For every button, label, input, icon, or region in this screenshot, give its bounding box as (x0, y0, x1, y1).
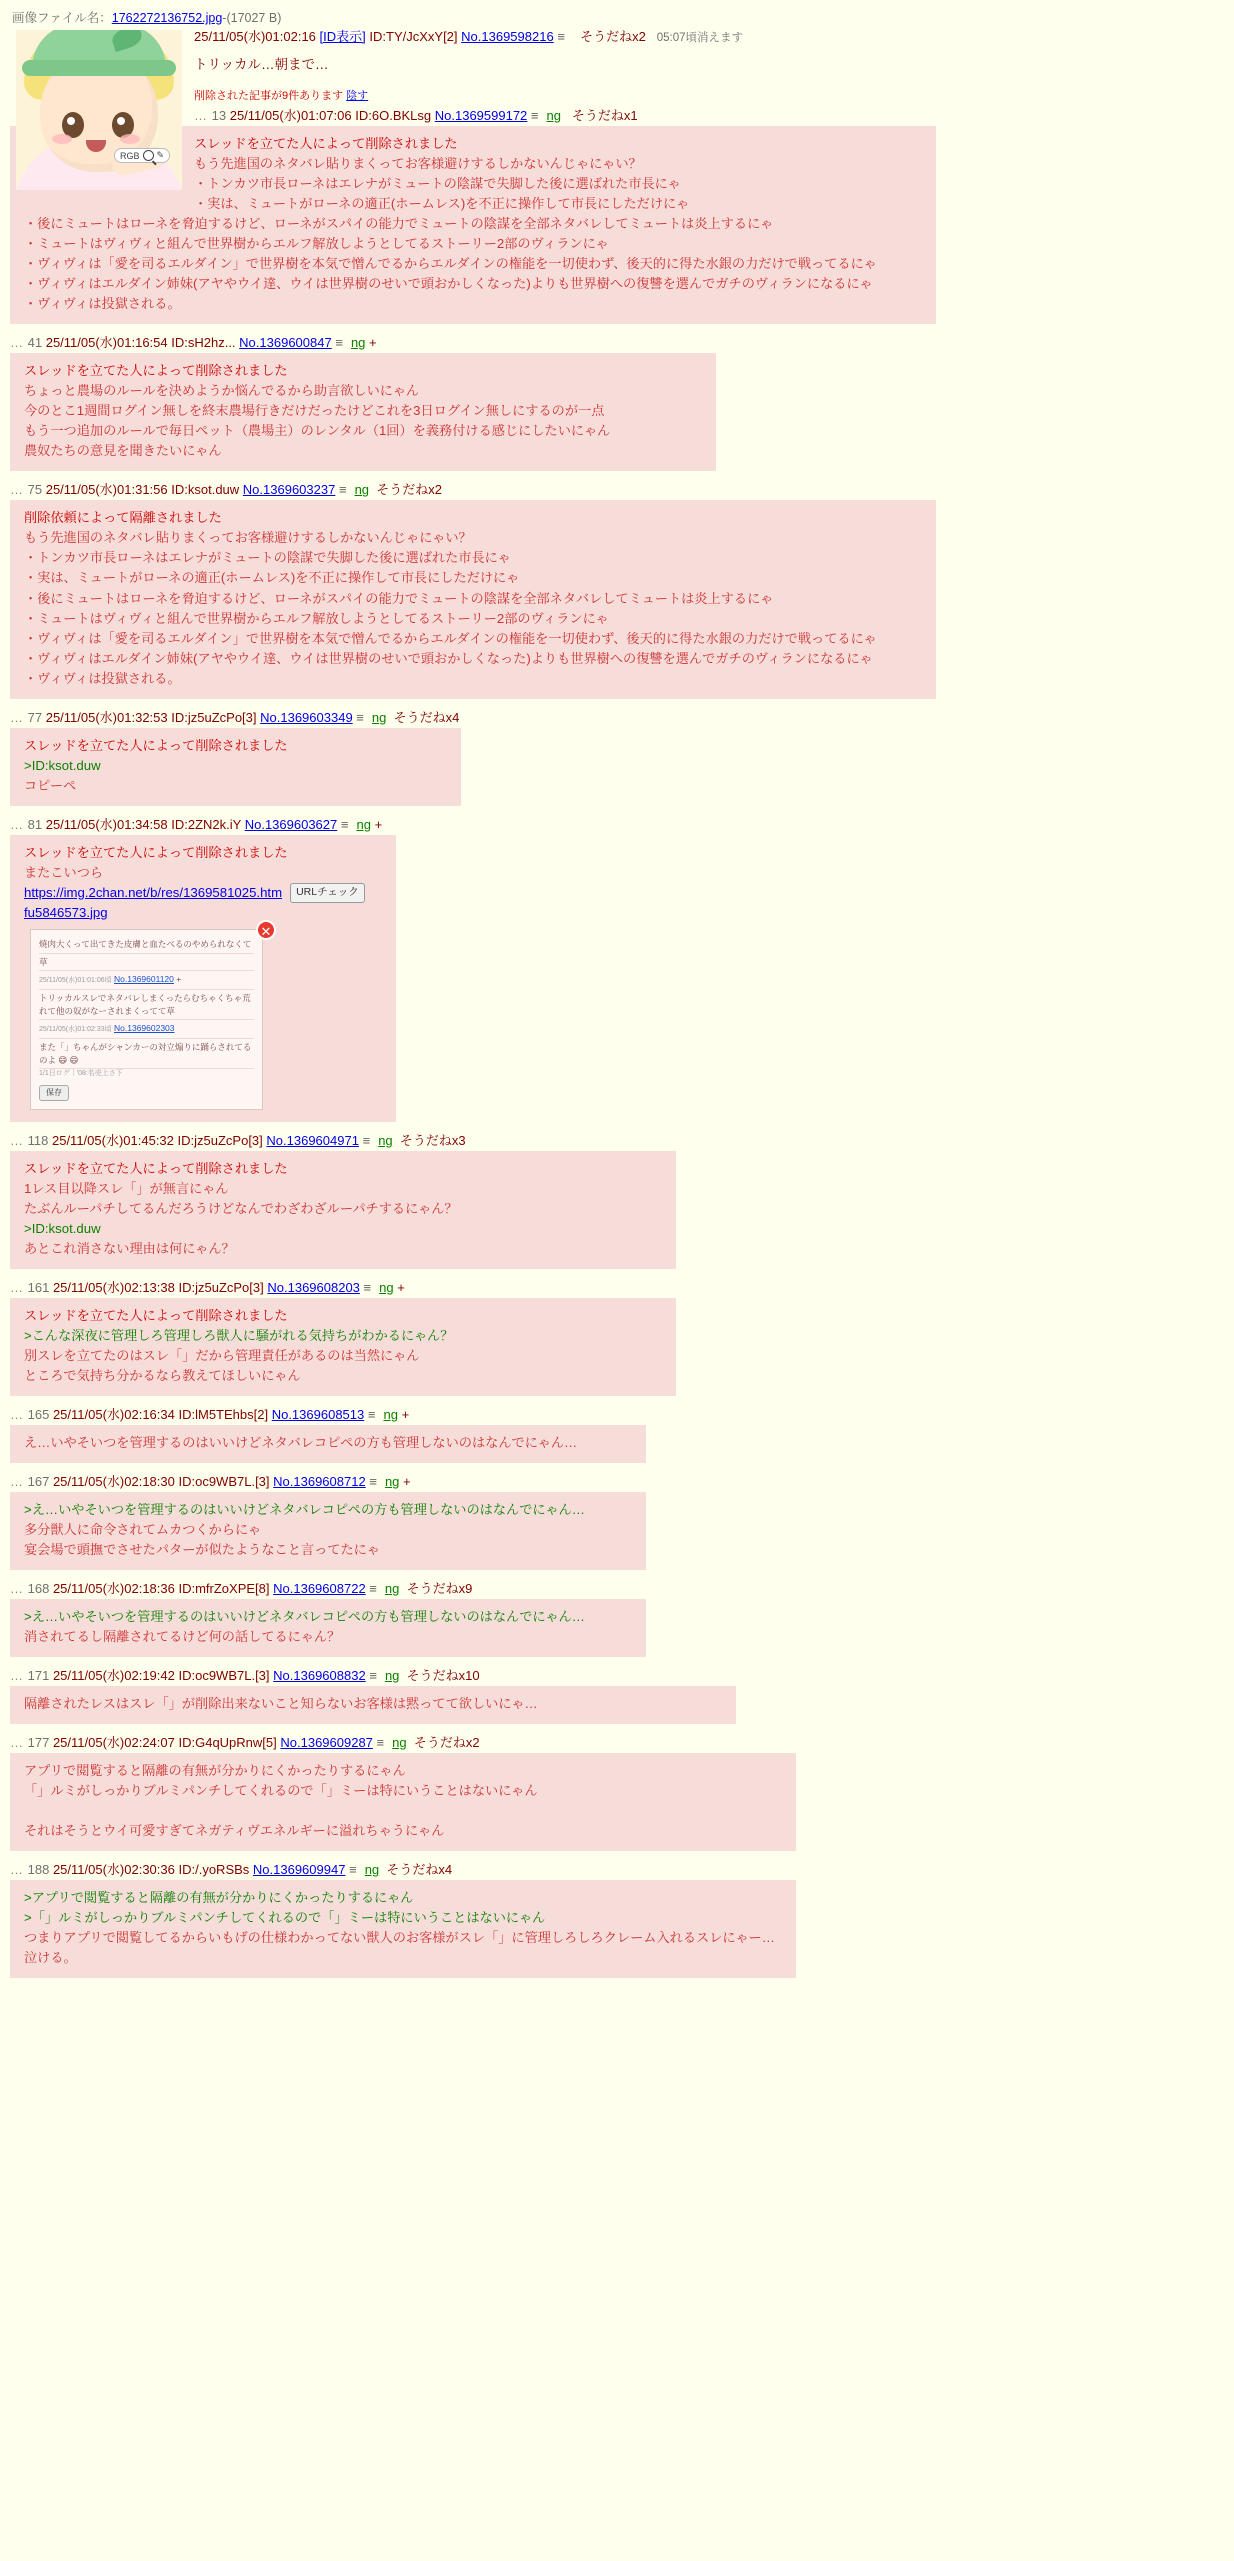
rgb-label: RGB (120, 150, 140, 161)
reply-meta-row (10, 1471, 1224, 1492)
reply-sodane-count[interactable]: そうだねx10 (406, 1668, 480, 1684)
collapse-dots[interactable]: … (10, 1735, 24, 1750)
reply-number: 168 (27, 1581, 50, 1597)
deleted-count-note (10, 87, 1224, 103)
spacer (10, 324, 1224, 332)
reply-body (10, 353, 716, 471)
reply-number: 77 (27, 709, 43, 725)
expand-button[interactable]: + (401, 1407, 410, 1423)
op-sodane-count[interactable]: そうだねx2 (580, 29, 646, 44)
post-menu-icon[interactable]: ≡ (557, 29, 565, 44)
character-blush-right (120, 134, 140, 144)
reply-post (10, 1851, 1224, 1978)
reply-post (10, 1724, 1224, 1851)
spacer (10, 1657, 1224, 1665)
post-menu-icon[interactable]: ≡ (335, 335, 343, 351)
reply-date: 25/11/05(水)01:07:06 (229, 107, 352, 123)
reply-id: ID:/.yoRSBs (178, 1862, 250, 1878)
op-id: ID:TY/JcXxY[2] (369, 29, 458, 44)
body-line: ・トンカツ市長ローネはエレナがミュートの陰謀で失脚した後に選ばれた市長にゃ (24, 550, 511, 566)
quote-line: >「」ルミがしっかりブルミパンチしてくれるので「」ミーは特にいうことはないにゃん (24, 1910, 546, 1925)
reply-id: ID:jz5uZcPo[3] (178, 1280, 264, 1296)
ng-button[interactable]: ng (371, 709, 387, 725)
reply-number: 171 (27, 1668, 50, 1684)
collapse-dots[interactable]: … (10, 1280, 24, 1296)
reply-post (10, 1269, 1224, 1396)
body-line: ちょっと農場のルールを決めようか悩んでるから助言欲しいにゃん (24, 383, 420, 399)
reply-meta-row (10, 1732, 1224, 1753)
collapse-dots[interactable]: … (10, 335, 24, 351)
reply-number: 118 (27, 1132, 49, 1148)
deletion-notice: スレッドを立てた人によって削除されました (24, 1160, 288, 1176)
reply-date: 25/11/05(水)01:34:58 (45, 816, 168, 832)
body-line: アプリで閲覧すると隔離の有無が分かりにくかったりするにゃん (24, 1762, 406, 1778)
body-line: 宴会場で頭撫でさせたパターが似たようなこと言ってたにゃ (24, 1542, 380, 1558)
reply-date: 25/11/05(水)02:13:38 (52, 1280, 175, 1296)
spacer (10, 1570, 1224, 1578)
reply-body (10, 1599, 646, 1657)
reply-body (10, 728, 461, 806)
reply-post-number[interactable]: No.1369604971 (266, 1132, 359, 1148)
body-line: ・ヴィヴィはエルダイン姉妹(アヤやウイ達、ウイは世界樹のせいで頭おかしくなった)よりも世界樹への復讐を選んでガチのヴィランになるにゃ (24, 276, 873, 292)
embedded-url-link[interactable]: https://img.2chan.net/b/res/1369581025.htm (24, 884, 283, 900)
ng-button[interactable]: ng (356, 816, 371, 832)
body-line: もう先進国のネタバレ貼りまくってお客様避けするしかないんじゃにゃい？ (194, 155, 642, 171)
op-date: 25/11/05(水)01:02:16 (194, 29, 316, 44)
body-line: 今のとこ1週間ログイン無しを終末農場行きだけだったけどこれを3日ログイン無しにするのが一点 (24, 403, 605, 419)
op-reply-meta-row (10, 107, 1224, 126)
spacer (10, 1463, 1224, 1471)
reply-id: ID:sH2hz... (171, 335, 236, 351)
body-line: あとこれ消さない理由は何にゃん？ (24, 1241, 235, 1257)
reply-id: ID:jz5uZcPo[3] (177, 1132, 263, 1148)
reply-id: ID:mfrZoXPE[8] (178, 1581, 270, 1597)
reply-post-number[interactable]: No.1369608203 (267, 1280, 360, 1296)
body-line: ・実は、ミュートがローネの適正(ホームレス)を不正に操作して市長にしただけにゃ (24, 570, 520, 586)
deletion-notice: スレッドを立てた人によって削除されました (24, 1307, 288, 1323)
reply-body (10, 1298, 676, 1396)
op-meta-row (10, 28, 1224, 47)
reply-post-number[interactable]: No.1369599172 (434, 107, 528, 123)
reply-date: 25/11/05(水)02:24:07 (52, 1735, 175, 1750)
image-file-row (12, 8, 1224, 26)
reply-number: 161 (27, 1280, 50, 1296)
body-line: ・ミュートはヴィヴィと組んで世界樹からエルフ解放しようとしてるストーリー2部のヴィランにゃ (24, 236, 609, 251)
reply-sodane-count[interactable]: そうだねx3 (399, 1132, 466, 1148)
reply-post (10, 1396, 1224, 1463)
reply-date: 25/11/05(水)01:31:56 (45, 482, 168, 498)
spacer (10, 471, 1224, 479)
reply-sodane-count[interactable]: そうだねx4 (386, 1862, 453, 1878)
body-line: つまりアプリで閲覧してるからいもげの仕様わかってない獣人のお客様がスレ「」に管理しろしろクレーム入れるスレにゃー…泣ける。 (24, 1930, 775, 1966)
body-line: ・ヴィヴィはエルダイン姉妹(アヤやウイ達、ウイは世界樹のせいで頭おかしくなった)よりも世界樹への復讐を選んでガチのヴィランになるにゃ (24, 650, 873, 666)
pencil-icon[interactable]: ✎ (156, 150, 165, 160)
expand-button[interactable]: + (374, 816, 383, 832)
op-thumbnail[interactable] (16, 30, 182, 190)
ng-button[interactable]: ng (384, 1581, 400, 1597)
reply-sodane-count[interactable]: そうだねx9 (406, 1581, 473, 1597)
body-line: もう先進国のネタバレ貼りまくってお客様避けするしかないんじゃにゃい？ (24, 530, 472, 546)
quote-line: >え…いやそいつを管理するのはいいけどネタバレコピペの方も管理しないのはなんでにゃん… (24, 1501, 585, 1517)
reply-id: ID:ksot.duw (171, 482, 240, 498)
collapse-dots[interactable]: … (10, 1132, 24, 1148)
ng-button[interactable]: ng (378, 1132, 393, 1148)
preview-footer: 1/1日ログ｜'08:名売上さ下 (39, 1070, 123, 1078)
reply-date: 25/11/05(水)01:45:32 (51, 1132, 174, 1148)
body-line: ・ミュートはヴィヴィと組んで世界樹からエルフ解放しようとしてるストーリー2部のヴィランにゃ (24, 610, 609, 626)
reply-meta-row (10, 1665, 1224, 1686)
reply-number: 177 (27, 1735, 50, 1750)
op-post (10, 28, 1224, 324)
reply-post (10, 1657, 1224, 1724)
spacer (10, 1724, 1224, 1732)
reply-id: ID:6O.BKLsg (355, 107, 432, 123)
embedded-link-row (24, 883, 384, 903)
ng-button[interactable]: ng (384, 1668, 400, 1684)
reply-id: ID:2ZN2k.iY (171, 816, 242, 832)
reply-post (10, 1570, 1224, 1657)
preview-meta: 25/11/05(水)01:02:33頃 No.1369602303 (39, 1020, 254, 1039)
post-menu-icon[interactable]: ≡ (363, 1280, 372, 1296)
preview-meta: 25/11/05(水)01:01:06頃 No.1369601120 + (39, 971, 254, 990)
body-line: 隔離されたレスはスレ「」が削除出来ないこと知らないお客様は黙ってて欲しいにゃ… (24, 1695, 538, 1711)
reply-date: 25/11/05(水)02:16:34 (52, 1407, 175, 1423)
reply-number: 188 (27, 1862, 50, 1878)
deletion-notice: スレッドを立てた人によって削除されました (24, 363, 288, 379)
reply-body (10, 1425, 646, 1463)
ng-button[interactable]: ng (350, 335, 366, 351)
expand-button[interactable]: + (397, 1280, 405, 1296)
reply-post-number[interactable]: No.1369603627 (244, 816, 338, 832)
reply-date: 25/11/05(水)01:32:53 (45, 709, 168, 725)
body-line: それはそうとウイ可愛すぎてネガティヴエネルギーに溢れちゃうにゃん (24, 1823, 445, 1839)
reply-id: ID:oc9WB7L.[3] (178, 1668, 270, 1684)
op-post-number[interactable]: No.1369598216 (461, 29, 554, 44)
save-button[interactable]: 保存 (39, 1085, 69, 1101)
reply-number: 13 (211, 107, 227, 123)
embedded-file-link[interactable]: fu5846573.jpg (24, 904, 108, 920)
reply-id: ID:jz5uZcPo[3] (171, 709, 257, 725)
reply-body (10, 1492, 646, 1570)
reply-meta-row (10, 814, 1224, 835)
spacer (10, 699, 1224, 707)
deletion-notice: スレッドを立てた人によって削除されました (24, 844, 288, 860)
reply-date: 25/11/05(水)02:18:30 (52, 1474, 175, 1490)
reply-post-number[interactable]: No.1369609287 (280, 1735, 373, 1750)
post-menu-icon[interactable]: ≡ (367, 1407, 376, 1423)
collapse-dots[interactable]: … (10, 709, 24, 725)
post-menu-icon[interactable]: ≡ (369, 1668, 377, 1684)
body-line: ・トンカツ市長ローネはエレナがミュートの陰謀で失脚した後に選ばれた市長にゃ (194, 175, 681, 191)
reply-number: 165 (27, 1407, 50, 1423)
spacer (10, 1122, 1224, 1130)
ng-button[interactable]: ng (354, 482, 370, 498)
reply-body (10, 1753, 796, 1851)
reply-post (10, 699, 1224, 806)
post-menu-icon[interactable]: ≡ (376, 1735, 385, 1750)
reply-post-number[interactable]: No.1369608832 (273, 1668, 366, 1684)
reply-body (10, 1686, 736, 1724)
ng-button[interactable]: ng (546, 107, 561, 123)
reply-number: 167 (27, 1474, 50, 1490)
ng-button[interactable]: ng (379, 1280, 394, 1296)
spacer (10, 806, 1224, 814)
reply-post (10, 806, 1224, 1122)
collapse-dots[interactable]: … (10, 1668, 24, 1684)
reply-list (10, 324, 1224, 1978)
reply-number: 75 (27, 482, 43, 498)
preview-line: また「」ちゃんがシャンカーの対立煽りに踊らされてるのよ 😄 😄 (39, 1039, 254, 1070)
body-line: え…いやそいつを管理するのはいいけどネタバレコピペの方も管理しないのはなんでにゃん… (24, 1435, 578, 1451)
ng-button[interactable]: ng (383, 1407, 398, 1423)
reply-post-number[interactable]: No.1369608722 (273, 1581, 366, 1597)
deleted-count-text: 削除された記事が9件あります (194, 89, 347, 102)
quote-line: >ID:ksot.duw (24, 1220, 101, 1236)
reply-meta-row (10, 332, 1224, 353)
preview-line: 草 (39, 954, 254, 972)
reply-body (10, 1151, 676, 1269)
reply-post-number[interactable]: No.1369603237 (242, 482, 336, 498)
image-info-badge (114, 148, 170, 163)
reply-number: 41 (27, 335, 43, 351)
reply-id: ID:lM5TEhbs[2] (178, 1407, 269, 1423)
body-line: ・ヴィヴィは投獄される。 (24, 296, 181, 312)
reply-post-number[interactable]: No.1369609947 (252, 1862, 346, 1878)
spacer (10, 1269, 1224, 1277)
post-menu-icon[interactable]: ≡ (356, 709, 364, 725)
body-line: 多分獣人に命令されてムカつくからにゃ (24, 1522, 262, 1537)
image-file-link[interactable]: 1762272136752.jpg (111, 11, 223, 25)
body-line: 消されてるし隔離されてるけど何の話してるにゃん？ (24, 1629, 341, 1645)
body-line: またこいつら (24, 864, 104, 880)
image-file-size: -(17027 B) (222, 11, 282, 25)
quote-line: >アプリで閲覧すると隔離の有無が分かりにくかったりするにゃん (24, 1889, 414, 1905)
character-blush-left (52, 134, 72, 144)
quote-line: >え…いやそいつを管理するのはいいけどネタバレコピペの方も管理しないのはなんでにゃん… (24, 1608, 585, 1624)
id-display-toggle[interactable]: [ID表示] (319, 29, 366, 44)
body-line: たぶんルーパチしてるんだろうけどなんでわざわざルーパチするにゃん？ (24, 1200, 458, 1216)
reply-post (10, 1122, 1224, 1269)
magnifier-icon[interactable] (143, 150, 154, 161)
op-title: トリッカル…朝まで… (194, 56, 329, 72)
post-menu-icon[interactable]: ≡ (530, 107, 539, 123)
body-line: ・ヴィヴィは投獄される。 (24, 670, 181, 686)
collapse-dots[interactable]: … (10, 1407, 24, 1423)
post-menu-icon[interactable]: ≡ (369, 1474, 377, 1490)
collapse-dots[interactable]: … (10, 816, 24, 832)
preview-line: 焼肉大くって出てきた皮膚と血たべるのやめられなくて (39, 936, 254, 954)
link-preview-card[interactable] (30, 923, 272, 1110)
ng-button[interactable]: ng (392, 1735, 407, 1750)
collapse-dots[interactable]: … (10, 1474, 24, 1490)
reply-sodane-count[interactable]: そうだねx1 (571, 107, 638, 123)
deletion-notice: スレッドを立てた人によって削除されました (24, 737, 288, 753)
spacer (10, 1851, 1224, 1859)
url-check-button[interactable]: URLチェック (290, 883, 365, 903)
reply-meta-row (10, 707, 1224, 728)
body-line: ・ヴィヴィは「愛を司るエルダイン」で世界樹を本気で憎んでるからエルダインの権能を一切使わず、後天的に得た水銀の力だけで戦ってるにゃ (24, 256, 877, 272)
embedded-file-row (24, 903, 384, 923)
body-line: 別スレを立てたのはスレ「」だから管理責任があるのは当然にゃん (24, 1348, 420, 1364)
reply-post-number[interactable]: No.1369603349 (260, 709, 353, 725)
reply-meta-row (10, 1578, 1224, 1599)
reply-date: 25/11/05(水)02:19:42 (52, 1668, 175, 1684)
reply-post (10, 1463, 1224, 1570)
collapse-dots[interactable]: … (10, 1581, 24, 1597)
reply-date: 25/11/05(水)01:16:54 (45, 335, 168, 351)
reply-sodane-count[interactable]: そうだねx2 (376, 482, 443, 498)
reply-sodane-count[interactable]: そうだねx2 (413, 1735, 480, 1750)
body-line: コピーペ (24, 777, 77, 793)
reply-meta-row (10, 1859, 1224, 1880)
expand-button[interactable]: + (403, 1474, 411, 1490)
preview-line: トリッカルスレでネタバレしまくったらむちゃくちゃ荒れて他の奴がなーされまくってて草 (39, 990, 254, 1021)
ng-button[interactable]: ng (364, 1862, 380, 1878)
reply-id: ID:oc9WB7L.[3] (178, 1474, 270, 1490)
reply-date: 25/11/05(水)02:18:36 (52, 1581, 175, 1597)
thumbnail-image (16, 30, 182, 190)
body-line: ・実は、ミュートがローネの適正(ホームレス)を不正に操作して市長にしただけにゃ (194, 195, 690, 211)
body-line: ところで気持ち分かるなら教えてほしいにゃん (24, 1368, 301, 1384)
reply-id: ID:G4qUpRnw[5] (178, 1735, 277, 1750)
spacer (10, 1396, 1224, 1404)
close-icon[interactable]: ✕ (256, 920, 276, 940)
reply-post (10, 324, 1224, 471)
body-line: 1レス目以降スレ「」が無言にゃん (24, 1180, 229, 1196)
post-menu-icon[interactable]: ≡ (369, 1581, 377, 1597)
op-expiry-note: 05:07頃消えます (656, 32, 744, 44)
reply-number: 81 (27, 816, 43, 832)
body-line: もう一つ追加のルールで毎日ペット（農場主）のレンタル（1回）を義務付ける感じにしたいにゃん (24, 423, 611, 439)
body-line (24, 1801, 784, 1821)
reply-meta-row (10, 1404, 1224, 1425)
deletion-notice: スレッドを立てた人によって削除されました (194, 135, 458, 151)
body-line: ・後にミュートはローネを脅迫するけど、ローネがスパイの能力でミュートの陰謀を全部ネタバレしてミュートは炎上するにゃ (24, 590, 774, 606)
ng-button[interactable]: ng (384, 1474, 400, 1490)
reply-post-number[interactable]: No.1369608513 (271, 1407, 365, 1423)
collapse-dots[interactable]: … (10, 1862, 24, 1878)
quote-line: >こんな深夜に管理しろ管理しろ獣人に騒がれる気持ちがわかるにゃん？ (24, 1328, 454, 1343)
collapse-dots[interactable]: … (10, 482, 24, 498)
reply-post-number[interactable]: No.1369608712 (273, 1474, 366, 1490)
body-line: ・後にミュートはローネを脅迫するけど、ローネがスパイの能力でミュートの陰謀を全部ネタバレしてミュートは炎上するにゃ (24, 215, 774, 231)
post-menu-icon[interactable]: ≡ (340, 816, 349, 832)
reply-body (10, 835, 396, 1122)
reply-body (10, 1880, 796, 1978)
body-line: ・ヴィヴィは「愛を司るエルダイン」で世界樹を本気で憎んでるからエルダインの権能を一切使わず、後天的に得た水銀の力だけで戦ってるにゃ (24, 630, 877, 646)
body-line: 「」ルミがしっかりブルミパンチしてくれるので「」ミーは特にいうことはないにゃん (24, 1782, 538, 1798)
reply-meta-row (10, 1277, 1224, 1298)
reply-post-number[interactable]: No.1369600847 (239, 335, 332, 351)
hide-deleted-link[interactable]: 陰す (346, 89, 369, 102)
post-menu-icon[interactable]: ≡ (338, 482, 347, 498)
deletion-notice: 削除依頼によって隔離されました (24, 510, 222, 526)
collapse-dots[interactable]: … (194, 107, 208, 123)
quote-line: >ID:ksot.duw (24, 757, 101, 773)
reply-body (10, 500, 936, 699)
body-line: 農奴たちの意見を聞きたいにゃん (24, 443, 222, 459)
expand-button[interactable]: + (369, 335, 377, 351)
reply-date: 25/11/05(水)02:30:36 (52, 1862, 175, 1878)
reply-post (10, 471, 1224, 698)
reply-meta-row (10, 479, 1224, 500)
character-hat-brim (22, 60, 176, 76)
post-menu-icon[interactable]: ≡ (362, 1132, 371, 1148)
post-menu-icon[interactable]: ≡ (349, 1862, 357, 1878)
image-file-label: 画像ファイル名： (12, 11, 112, 25)
reply-sodane-count[interactable]: そうだねx4 (393, 709, 460, 725)
reply-meta-row (10, 1130, 1224, 1151)
